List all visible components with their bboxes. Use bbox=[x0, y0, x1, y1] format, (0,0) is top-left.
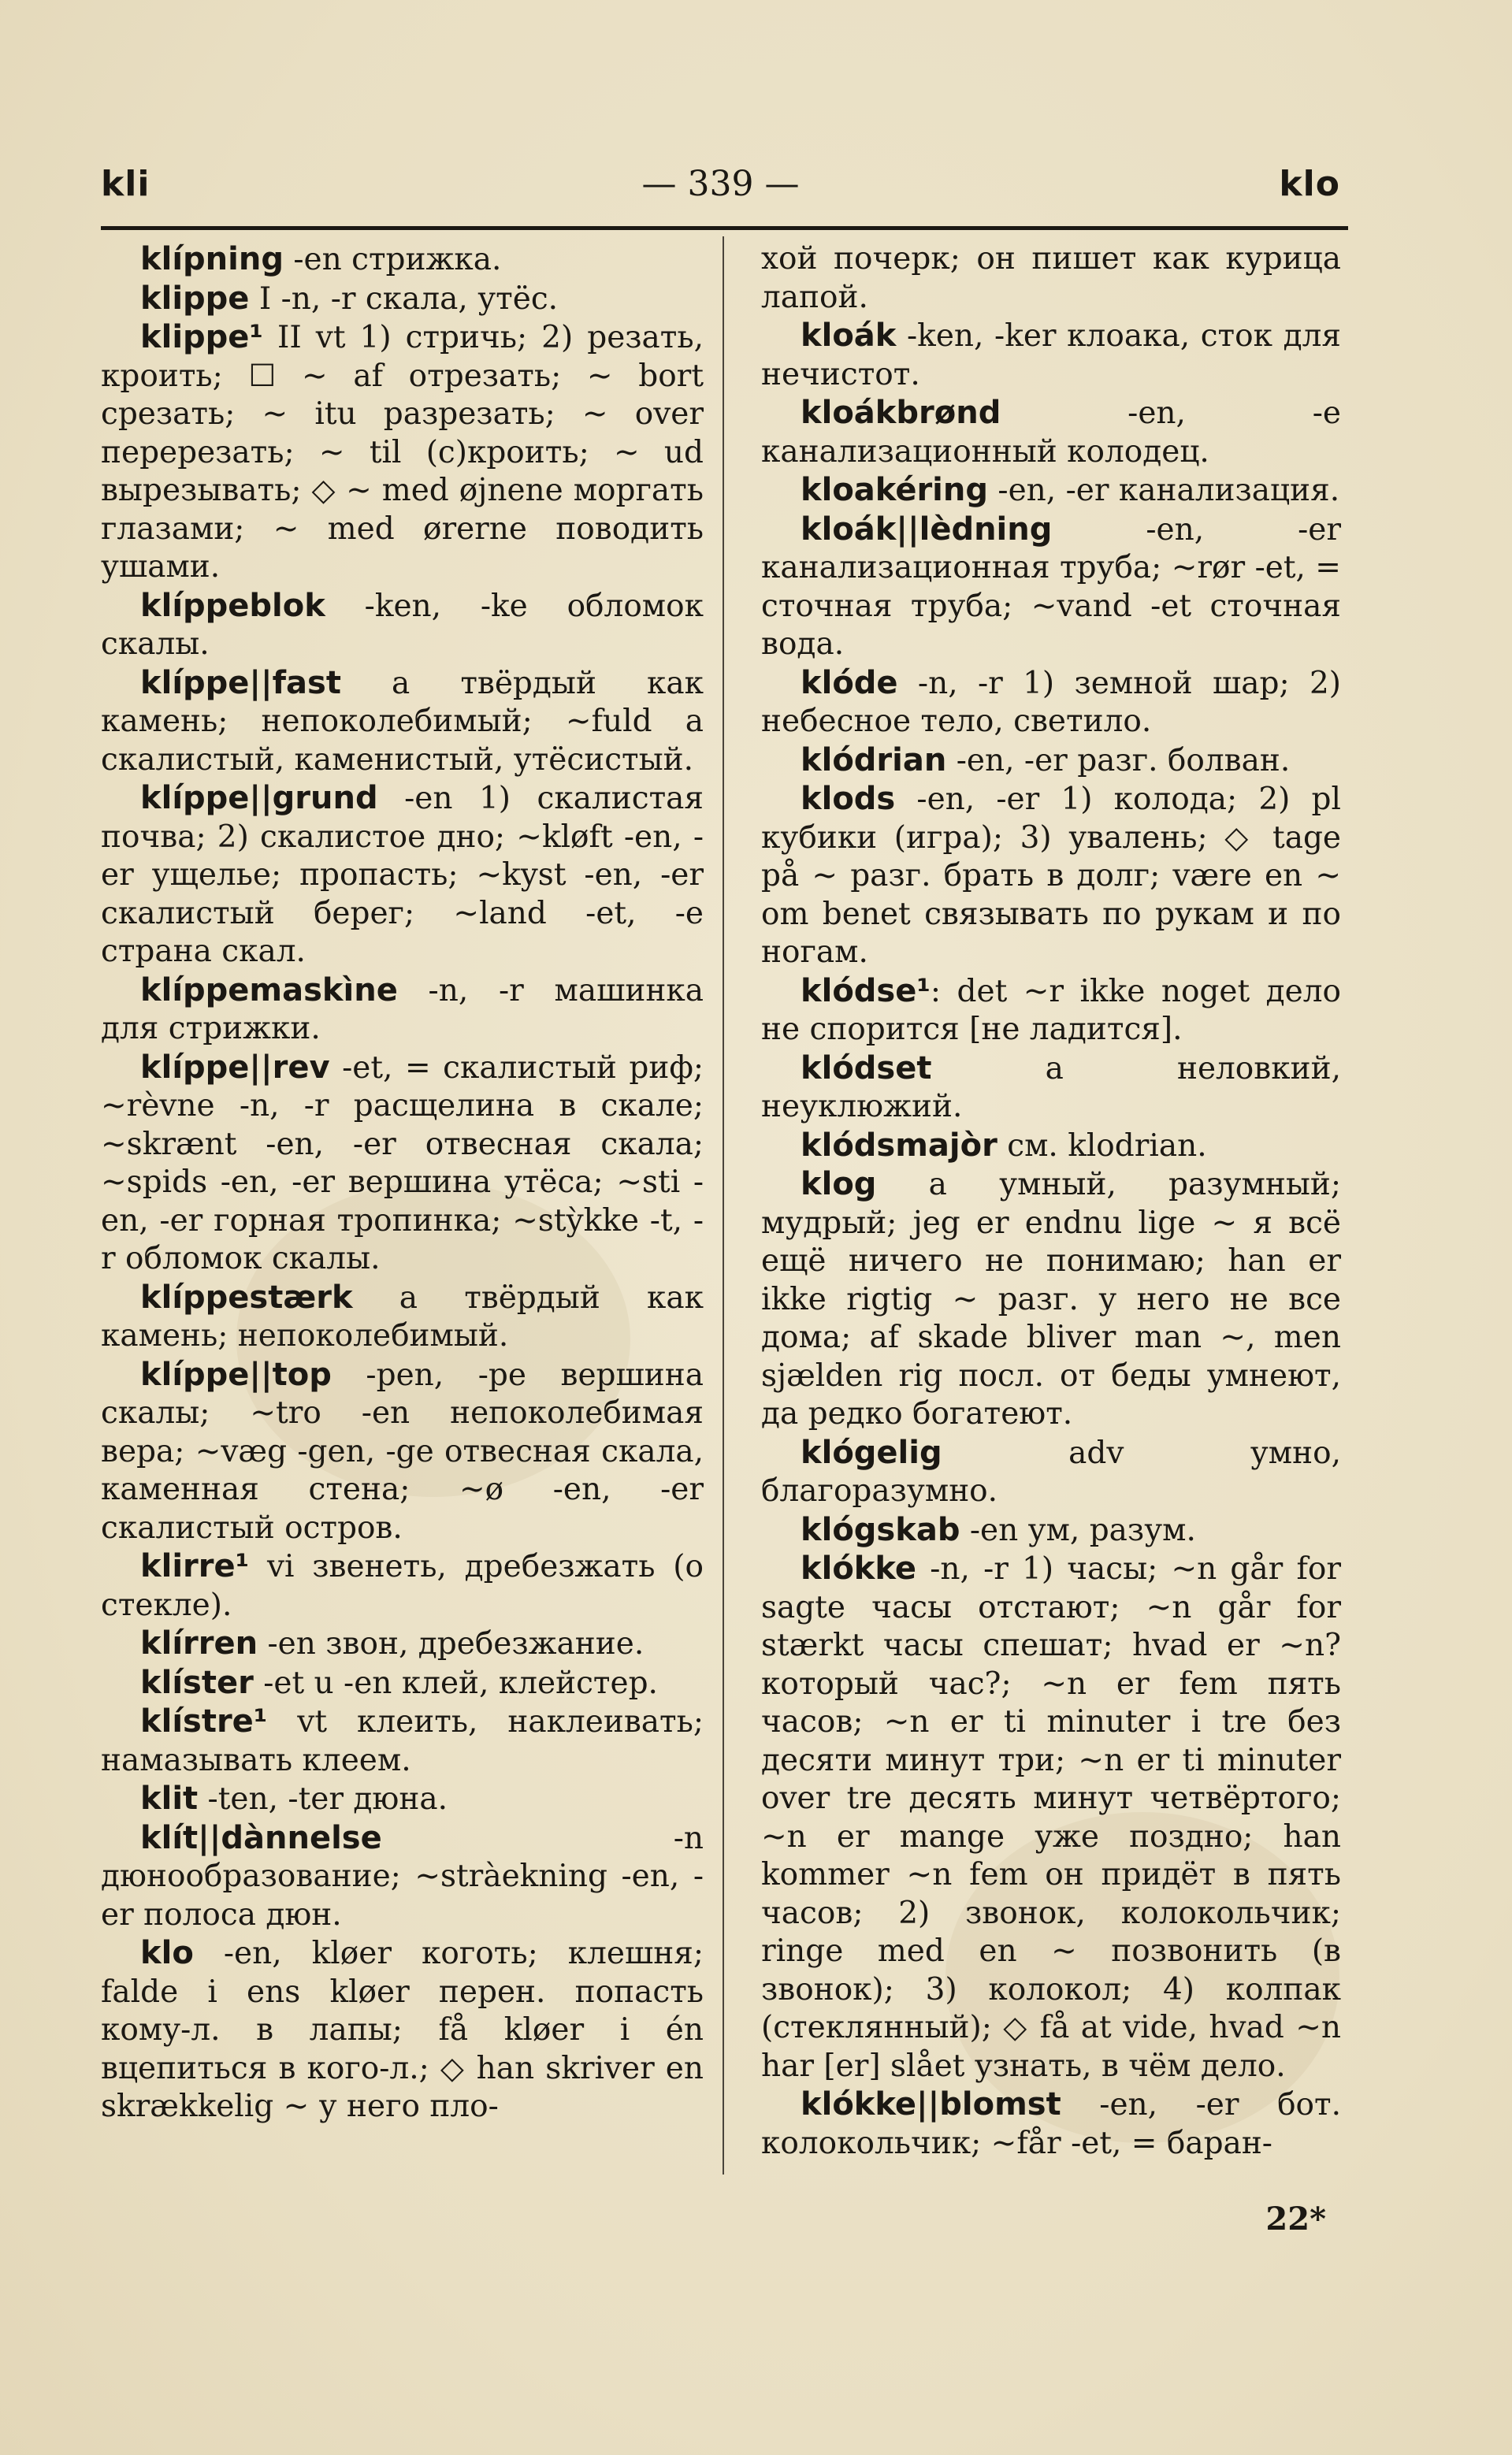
page-number: — 339 — bbox=[641, 164, 800, 204]
entry-definition: -en 1) скалистая почва; 2) скалистое дно; ~kløft -en, -er ущелье; пропасть; ~kyst -en, -er скалистый берег; ~land -et, -e страна скал. bbox=[101, 781, 704, 969]
dictionary-entry bbox=[761, 1511, 1341, 1551]
entry-headword: klógelig bbox=[801, 1434, 942, 1471]
entry-definition: -ken, -ke обломок скалы. bbox=[101, 588, 704, 662]
entry-definition: a твёрдый как камень; непоколебимый; ~fuld a скалистый, каменистый, утёсистый. bbox=[101, 665, 704, 778]
dictionary-entry bbox=[761, 240, 1341, 317]
entry-headword: kloakéring bbox=[801, 472, 988, 508]
dictionary-entry bbox=[761, 741, 1341, 781]
header-rule bbox=[101, 226, 1348, 230]
dictionary-entry bbox=[761, 1165, 1341, 1434]
entry-definition: -en, -er канализационная труба; ~rør -et, = сточная труба; ~vand -et сточная вода. bbox=[761, 511, 1341, 662]
entry-definition: -en, -er 1) колода; 2) pl кубики (игра); 3) увалень; ◇ tage på ~ разг. брать в долг; være en ~ om benet связывать по рукам и по ногам. bbox=[761, 782, 1341, 970]
dictionary-entry bbox=[761, 511, 1341, 664]
entry-definition: -en, -er разг. болван. bbox=[946, 742, 1291, 778]
entry-headword: klókke bbox=[801, 1551, 917, 1587]
entry-headword: kloák||lèdning bbox=[801, 511, 1053, 548]
left-column bbox=[101, 240, 704, 2126]
entry-definition: adv умно, благоразумно. bbox=[761, 1435, 1341, 1509]
entry-definition: -ten, -ter дюна. bbox=[198, 1781, 448, 1817]
entry-headword: klíppestærk bbox=[140, 1279, 353, 1316]
entry-headword: klódrian bbox=[801, 741, 947, 778]
entry-headword: klirre¹ bbox=[140, 1548, 250, 1584]
entry-headword: kloák bbox=[801, 318, 897, 354]
entry-headword: klípning bbox=[140, 241, 284, 277]
entry-definition: -pen, -pe вершина скалы; ~tro -en непоколебимая вера; ~væg -gen, -ge отвесная скала, каменная стена; ~ø -en, -er скалистый остров. bbox=[101, 1357, 704, 1546]
entry-headword: klippe bbox=[140, 280, 250, 317]
dictionary-entry bbox=[761, 317, 1341, 394]
dictionary-entry bbox=[101, 1279, 704, 1356]
entry-headword: klóde bbox=[801, 664, 898, 701]
entry-definition: : det ~r ikke noget дело не спорится [не ладится]. bbox=[761, 973, 1341, 1047]
dictionary-entry bbox=[761, 471, 1341, 511]
entry-headword: klods bbox=[801, 781, 896, 817]
dictionary-entry bbox=[101, 1664, 704, 1703]
entry-definition: a твёрдый как камень; непоколебимый. bbox=[101, 1279, 704, 1354]
dictionary-entry bbox=[101, 1934, 704, 2126]
entry-definition: см. klodrian. bbox=[997, 1127, 1207, 1164]
entry-definition: -n, -r машинка для стрижки. bbox=[101, 972, 704, 1046]
dictionary-entry bbox=[101, 587, 704, 664]
column-divider bbox=[723, 236, 724, 2175]
entry-headword: klógskab bbox=[801, 1511, 960, 1548]
entry-definition: хой почерк; он пишет как курица лапой. bbox=[761, 241, 1341, 315]
entry-headword: klippe¹ bbox=[140, 319, 263, 355]
entry-definition: -ken, -ker клоака, сток для нечистот. bbox=[761, 318, 1341, 392]
entry-headword: klódse¹ bbox=[801, 972, 931, 1009]
entry-headword: klíppe||top bbox=[140, 1356, 332, 1393]
entry-definition: a умный, разумный; мудрый; jeg er endnu lige ~ я всё ещё ничего не понимаю; han er ikke rigtig ~ разг. у него не все дома; af skade bliver man ~, men sjælden rig посл. от беды умнеют, да редко богатеют. bbox=[761, 1167, 1341, 1432]
entry-definition: vi звенеть, дребезжать (о стекле). bbox=[101, 1549, 704, 1623]
right-column bbox=[761, 240, 1341, 2163]
dictionary-entry bbox=[101, 779, 704, 971]
dictionary-entry bbox=[761, 2085, 1341, 2163]
entry-definition: I -n, -r скала, утёс. bbox=[249, 280, 559, 317]
guide-word-right: klo bbox=[1279, 164, 1340, 204]
dictionary-entry bbox=[101, 1049, 704, 1279]
dictionary-entry bbox=[101, 664, 704, 780]
entry-headword: klíppe||fast bbox=[140, 664, 341, 701]
entry-definition: a неловкий, неуклюжий. bbox=[761, 1050, 1341, 1124]
dictionary-entry bbox=[101, 1547, 704, 1625]
entry-headword: klíppemaskìne bbox=[140, 971, 398, 1008]
entry-definition: -et u -en клей, клейстер. bbox=[253, 1665, 658, 1701]
dictionary-entry bbox=[101, 1625, 704, 1664]
entry-definition: -et, = скалистый риф; ~rèvne -n, -r расщелина в скале; ~skrænt -en, -er отвесная скала; ~spids -en, -er вершина утёса; ~sti -en, -er горная тропинка; ~stỳkke -t, -r обломок скалы. bbox=[101, 1049, 704, 1276]
dictionary-entry bbox=[761, 972, 1341, 1049]
dictionary-entry bbox=[761, 1127, 1341, 1166]
signature-mark: 22* bbox=[1265, 2201, 1326, 2238]
entry-definition: -en стрижка. bbox=[283, 242, 502, 277]
entry-definition: -n дюнообразование; ~stràekning -en, -er полоса дюн. bbox=[101, 1820, 704, 1933]
entry-headword: klódset bbox=[801, 1049, 932, 1086]
entry-definition: vt клеить, наклеивать; намазывать клеем. bbox=[101, 1704, 704, 1778]
entry-headword: klíster bbox=[140, 1664, 254, 1701]
dictionary-entry bbox=[101, 1819, 704, 1935]
dictionary-entry bbox=[101, 1356, 704, 1548]
dictionary-entry bbox=[761, 780, 1341, 972]
entry-headword: klít||dànnelse bbox=[140, 1819, 382, 1856]
guide-word-left: kli bbox=[101, 164, 150, 204]
entry-definition: -n, -r 1) земной шар; 2) небесное тело, светило. bbox=[761, 665, 1341, 739]
entry-headword: kloákbrønd bbox=[801, 395, 1001, 431]
dictionary-entry bbox=[101, 280, 704, 319]
entry-definition: -en ум, разум. bbox=[960, 1512, 1196, 1548]
dictionary-entry bbox=[101, 240, 704, 280]
entry-definition: -en, -er канализация. bbox=[988, 473, 1340, 508]
entry-definition: -en, -e канализационный колодец. bbox=[761, 396, 1341, 470]
dictionary-entry bbox=[761, 1550, 1341, 2085]
dictionary-entry bbox=[101, 971, 704, 1049]
dictionary-entry bbox=[761, 1049, 1341, 1127]
entry-headword: klit bbox=[140, 1781, 199, 1817]
dictionary-entry bbox=[101, 1780, 704, 1819]
entry-headword: klíppe||grund bbox=[140, 780, 378, 816]
entry-headword: klíppe||rev bbox=[140, 1049, 330, 1086]
entry-headword: klírren bbox=[140, 1625, 258, 1662]
entry-headword: klístre¹ bbox=[140, 1703, 268, 1740]
entry-definition: -en, -er бот. колокольчик; ~får -et, = баран- bbox=[761, 2087, 1341, 2161]
entry-headword: klókke||blomst bbox=[801, 2086, 1061, 2123]
entry-definition: II vt 1) стричь; 2) резать, кроить; ☐ ~ af отрезать; ~ bort срезать; ~ itu разрезать; ~ over перерезать; ~ til (с)кроить; ~ ud вырезывать; ◇ ~ med øjnene моргать глазами; ~ med ørerne поводить ушами. bbox=[101, 320, 704, 585]
page-header bbox=[101, 158, 1340, 221]
entry-headword: klíppeblok bbox=[140, 587, 325, 624]
entry-headword: klo bbox=[140, 1935, 194, 1971]
dictionary-entry bbox=[761, 394, 1341, 471]
entry-definition: -n, -r 1) часы; ~n går for sagte часы отстают; ~n går for stærkt часы спешат; hvad er ~n? который час?; ~n er fem пять часов; ~n er ti minuter i tre без десяти минут три; ~n er ti minuter over tre десять минут четвёртого; ~n er mange уже поздно; han kommer ~n fem он придёт в пять часов; 2) звонок, колокольчик; ringe med en ~ позвонить (в звонок); 3) колокол; 4) колпак (стеклянный); ◇ få at vide, hvad ~n har [er] slået узнать, в чём дело. bbox=[761, 1551, 1341, 2084]
entry-headword: klódsmajòr bbox=[801, 1127, 997, 1164]
entry-headword: klog bbox=[801, 1166, 877, 1202]
dictionary-entry bbox=[761, 1434, 1341, 1511]
dictionary-entry bbox=[761, 664, 1341, 741]
dictionary-entry bbox=[101, 318, 704, 587]
dictionary-entry bbox=[101, 1703, 704, 1780]
entry-definition: -en звон, дребезжание. bbox=[258, 1626, 645, 1662]
entry-definition: -en, kløer коготь; клешня; falde i ens kløer перен. попасть кому-л. в лапы; få kløer i én вцепиться в кого-л.; ◇ han skriver en skrækkelig ~ у него пло- bbox=[101, 1936, 704, 2124]
